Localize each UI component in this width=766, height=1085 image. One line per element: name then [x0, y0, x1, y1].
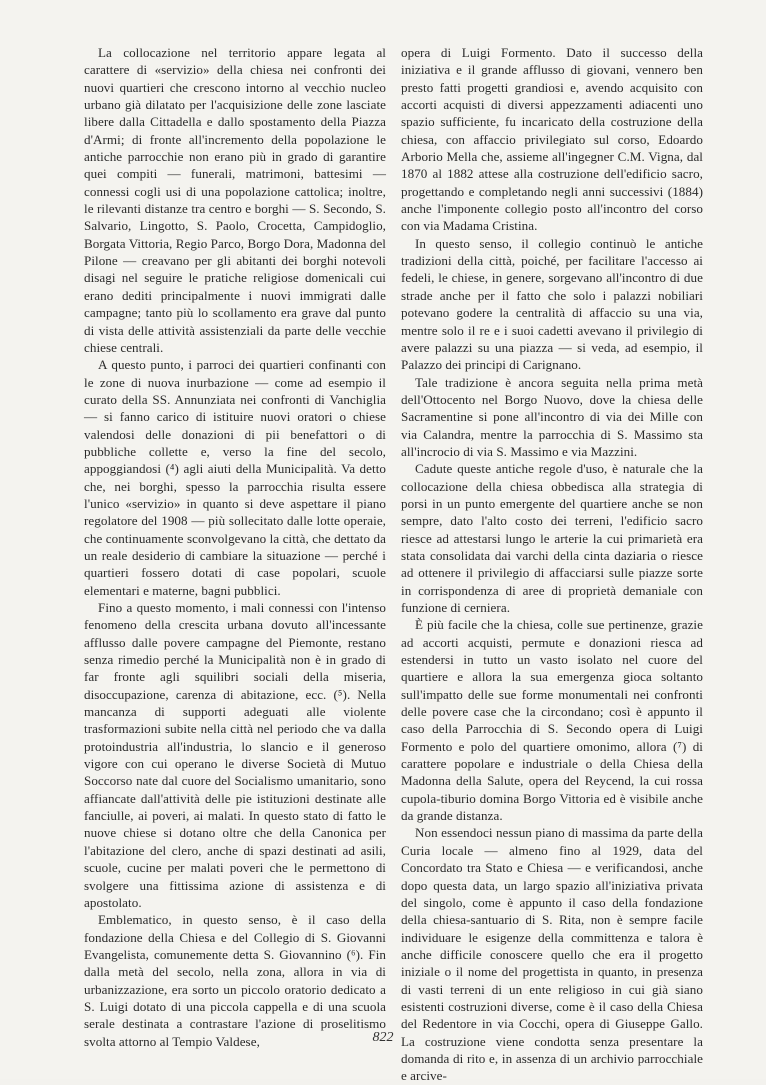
paragraph: Non essendoci nessun piano di massima da parte della Curia locale — almeno fino al 1929, data del Concordato tra Stato e Chiesa — e verificandosi, anche dopo questa data, un largo spazio all'iniziativa privata del singolo, come è appunto il caso della fondazione della chiesa-santuario di S. Rita, non è sempre facile individuare le esigenze della committenza e talora è anche difficile conoscere quello che era il progetto iniziale o il nome del progettista in quanto, in presenza di vasti terreni di un ente religioso in cui già siano esistenti costruzioni diverse, come è il caso della Chiesa del Redentore in via Cocchi, opera di Giuseppe Gallo. La costruzione viene condotta senza presentare la domanda di rito e, in assenza di un archivio parrocchiale e arcive-: [401, 825, 703, 1084]
paragraph: Tale tradizione è ancora seguita nella prima metà dell'Ottocento nel Borgo Nuovo, dove la chiesa delle Sacramentine si pone all'incontro di via dei Mille con via Calandra, mentre la parrocchia di S. Massimo sta all'incrocio di via S. Massimo e via Mazzini.: [401, 374, 703, 459]
paragraph: È più facile che la chiesa, colle sue pertinenze, grazie ad accorti acquisti, permute e donazioni riesca ad estendersi in tutto un vasto isolato nel cuore del quartiere e allora la sua emergenza gioca soltanto sull'impatto delle sue forme monumentali nei confronti delle povere case che la circondano; così è appunto il caso della Parrocchia di S. Secondo opera di Luigi Formento e polo del quartiere omonimo, allora (⁷) di carattere popolare e industriale o della Chiesa della Madonna della Salute, opera del Reycend, la cui rossa cupola-tiburio domina Borgo Vittoria ed è visibile anche da grande distanza.: [401, 617, 703, 824]
page-number: 822: [372, 1030, 394, 1045]
paragraph-continued: opera di Luigi Formento. Dato il successo della iniziativa e il grande afflusso di giovani, vennero ben presto fatti progetti grandiosi e, avendo acquisito con accorti acquisti di diversi appezzamenti adiacenti uno spazio sufficiente, fu incaricato della costruzione della chiesa, con affaccio privilegiato sul corso, Edoardo Arborio Mella che, assieme all'ingegner C.M. Vigna, dal 1870 al 1882 attese alla costruzione dell'edificio sacro, progettando e completando negli anni successivi (1884) anche l'imponente collegio posto all'incontro del corso con via Madama Cristina.: [401, 45, 703, 234]
paragraph: Emblematico, in questo senso, è il caso della fondazione della Chiesa e del Collegio di S. Giovanni Evangelista, comunemente detta S. Giovannino (⁶). Fin dalla metà del secolo, nella zona, allora in via di urbanizzazione, era sorto un piccolo oratorio dedicato a S. Luigi dotato di una piccola cappella e di una scuola serale destinata a contrastare l'azione di proselitismo svolta attorno al Tempio Valdese,: [84, 912, 386, 1049]
left-column: [84, 44, 386, 1050]
paragraph: In questo senso, il collegio continuò le antiche tradizioni della città, poiché, per facilitare l'accesso ai fedeli, le chiese, in genere, sorgevano all'incontro di due strade anche per il fatto che solo i palazzi nobiliari potevano godere la centralità di affaccio su una via, mentre solo il re e i suoi cadetti avevano il privilegio di avere palazzi su una piazza — si veda, ad esempio, il Palazzo dei principi di Carignano.: [401, 235, 703, 373]
paragraph: A questo punto, i parroci dei quartieri confinanti con le zone di nuova inurbazione — come ad esempio il curato della SS. Annunziata nei confronti di Vanchiglia — si fanno carico di istituire nuovi oratori o chiese valendosi delle donazioni di pii benefattori o di pubbliche collette e, verso la fine del secolo, appoggiandosi (⁴) agli aiuti della Municipalità. Va detto che, nei borghi, spesso la parrocchia risulta essere l'unico «servizio» in quanto si deve aspettare il piano regolatore del 1908 — più sollecitato dalle lotte operaie, che continuamente sconvolgevano la città, che dettato da un reale desiderio di cambiare la situazione — perché i quartieri fossero dotati di case popolari, scuole elementari e materne, bagni pubblici.: [84, 357, 386, 598]
paragraph: Cadute queste antiche regole d'uso, è naturale che la collocazione della chiesa obbedisca alla strategia di porsi in un punto emergente del quartiere anche se non sempre, dato l'alto costo dei terreni, l'edificio sacro riesce ad attestarsi lungo le arterie la cui primarietà era stata consolidata dai varchi della cinta daziaria o riesce ad ottenere il privilegio di affacciarsi sulle piazze sorte in corrispondenza di aree di proprietà demaniale con funzione di cerniera.: [401, 461, 703, 615]
paragraph: Fino a questo momento, i mali connessi con l'intenso fenomeno della crescita urbana dovuto all'incessante afflusso dalle povere campagne del Piemonte, restano senza rimedio perché la Municipalità non è in grado di far fronte agli squilibri sociali della miseria, disoccupazione, carenza di abitazione, ecc. (⁵). Nella mancanza di supporti adeguati alle violente trasformazioni subite nella città nel periodo che va dalla protoindustria all'industria, lo slancio e il generoso vigore con cui operano le diverse Società di Mutuo Soccorso nate dal cuore del Socialismo umanitario, sono affiancate dall'attività delle pie istituzioni destinate alle fanciulle, ai poveri, ai malati. In questo stato di fatto le nuove chiese si dotano oltre che della Canonica per l'abitazione del clero, anche di spazi destinati ad asili, scuole, cucine per malati poveri che le permettono di svolgere una fittissima azione di assistenza e di apostolato.: [84, 600, 386, 910]
paragraph: La collocazione nel territorio appare legata al carattere di «servizio» della chiesa nei confronti dei nuovi quartieri che crescono intorno al vecchio nucleo urbano già dilatato per l'acquisizione delle zone lasciate libere dalla Cittadella e dallo spostamento della Piazza d'Armi; di fronte all'incremento della popolazione le antiche parrocchie non erano più in grado di garantire quei compiti — funerali, matrimoni, battesimi — connessi cogli usi di una popolazione cattolica; inoltre, le rilevanti distanze tra centro e borghi — S. Secondo, S. Salvario, Lingotto, S. Paolo, Crocetta, Campidoglio, Borgata Vittoria, Regio Parco, Borgo Dora, Madonna del Pilone — creavano per gli abitanti dei borghi notevoli disagi nel seguire le pratiche religiose domenicali cui erano dediti principalmente i nuovi immigrati dalle campagne; tanto più lo scollamento era grave dal punto di vista delle attività assistenziali da parte delle vecchie chiese centrali.: [84, 45, 386, 355]
right-column: [401, 44, 703, 1085]
